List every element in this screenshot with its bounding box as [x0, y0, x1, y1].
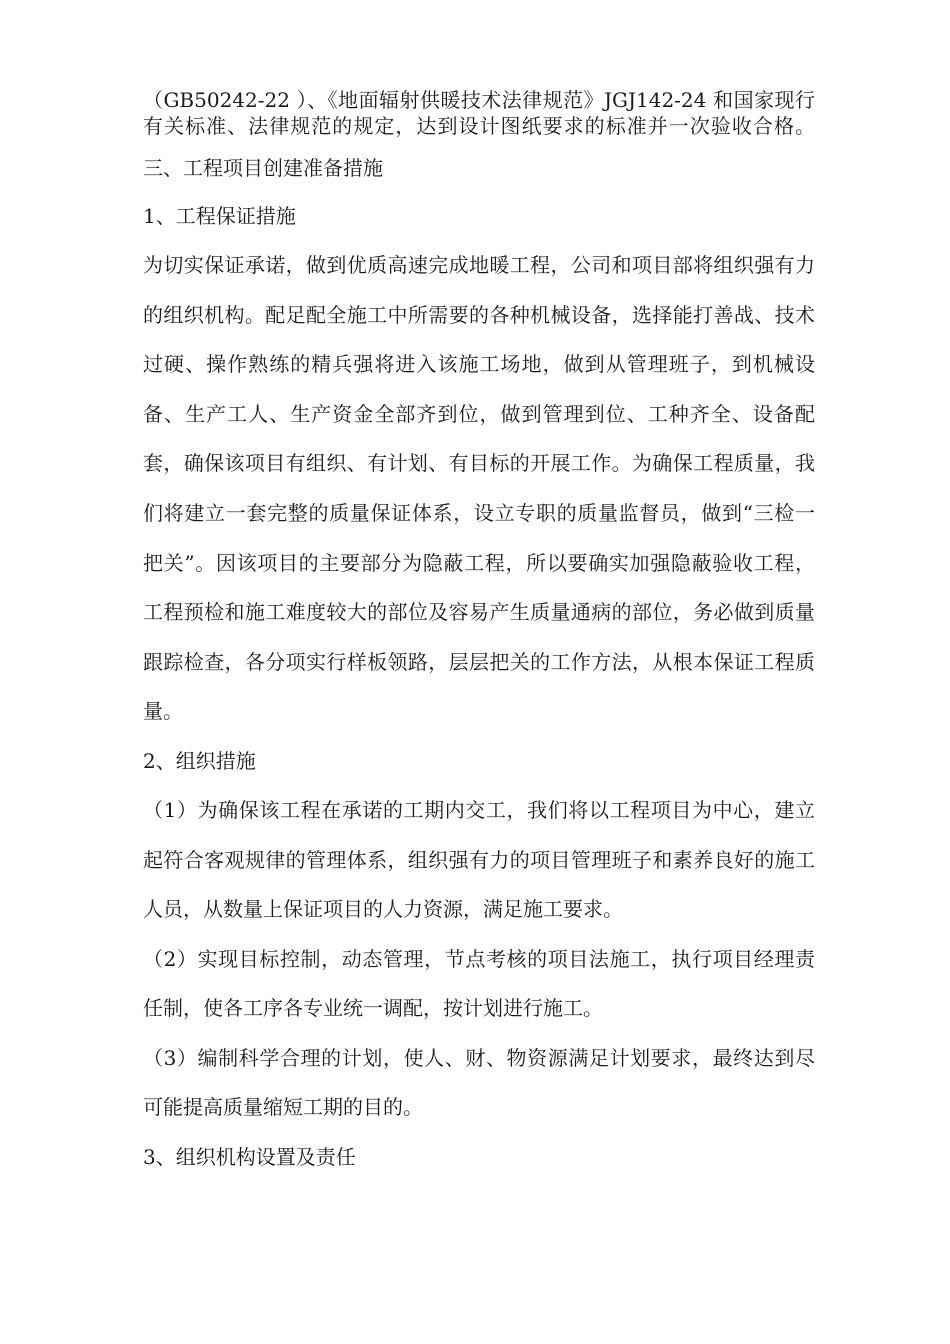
paragraph-line: 为切实保证承诺，做到优质高速完成地暖工程，公司和项目部将组织强有力 — [143, 253, 815, 277]
paragraph-line: （2）实现目标控制，动态管理，节点考核的项目法施工，执行项目经理责 — [143, 947, 815, 971]
paragraph-line: 跟踪检查，各分项实行样板领路，层层把关的工作方法，从根本保证工程质 — [143, 650, 815, 674]
section-heading: 三、工程项目创建准备措施 — [143, 156, 383, 180]
paragraph-line: 把关”。因该项目的主要部分为隐蔽工程，所以要确实加强隐蔽验收工程， — [143, 551, 815, 575]
paragraph-line: 过硬、操作熟练的精兵强将进入该施工场地，做到从管理班子，到机械设 — [143, 352, 815, 376]
paragraph-line: 人员，从数量上保证项目的人力资源，满足施工要求。 — [143, 897, 623, 921]
subsection-heading: 3、组织机构设置及责任 — [143, 1145, 356, 1169]
subsection-heading: 2、组织措施 — [143, 749, 256, 773]
paragraph-line: 工程预检和施工难度较大的部位及容易产生质量通病的部位，务必做到质量 — [143, 600, 815, 624]
paragraph-line: 套，确保该项目有组织、有计划、有目标的开展工作。为确保工程质量，我 — [143, 451, 815, 475]
paragraph-line: 们将建立一套完整的质量保证体系，设立专职的质量监督员，做到“三检一 — [143, 501, 815, 525]
paragraph-line: 量。 — [143, 699, 183, 723]
paragraph-line: （GB50242-22 ）、《地面辐射供暖技术法律规范》JGJ142-24 和国家现行 — [143, 88, 815, 112]
paragraph-line: 起符合客观规律的管理体系，组织强有力的项目管理班子和素养良好的施工 — [143, 848, 815, 872]
paragraph-line: 备、生产工人、生产资金全部齐到位，做到管理到位、工种齐全、设备配 — [143, 402, 815, 426]
paragraph-line: （3）编制科学合理的计划，使人、财、物资源满足计划要求，最终达到尽 — [143, 1046, 815, 1070]
paragraph-line: 有关标准、法律规范的规定，达到设计图纸要求的标准并一次验收合格。 — [143, 114, 815, 138]
subsection-heading: 1、工程保证措施 — [143, 204, 296, 228]
paragraph-line: （1）为确保该工程在承诺的工期内交工，我们将以工程项目为中心，建立 — [143, 798, 815, 822]
paragraph-line: 任制，使各工序各专业统一调配，按计划进行施工。 — [143, 996, 603, 1020]
paragraph-line: 的组织机构。配足配全施工中所需要的各种机械设备，选择能打善战、技术 — [143, 303, 815, 327]
paragraph-line: 可能提高质量缩短工期的目的。 — [143, 1095, 423, 1119]
